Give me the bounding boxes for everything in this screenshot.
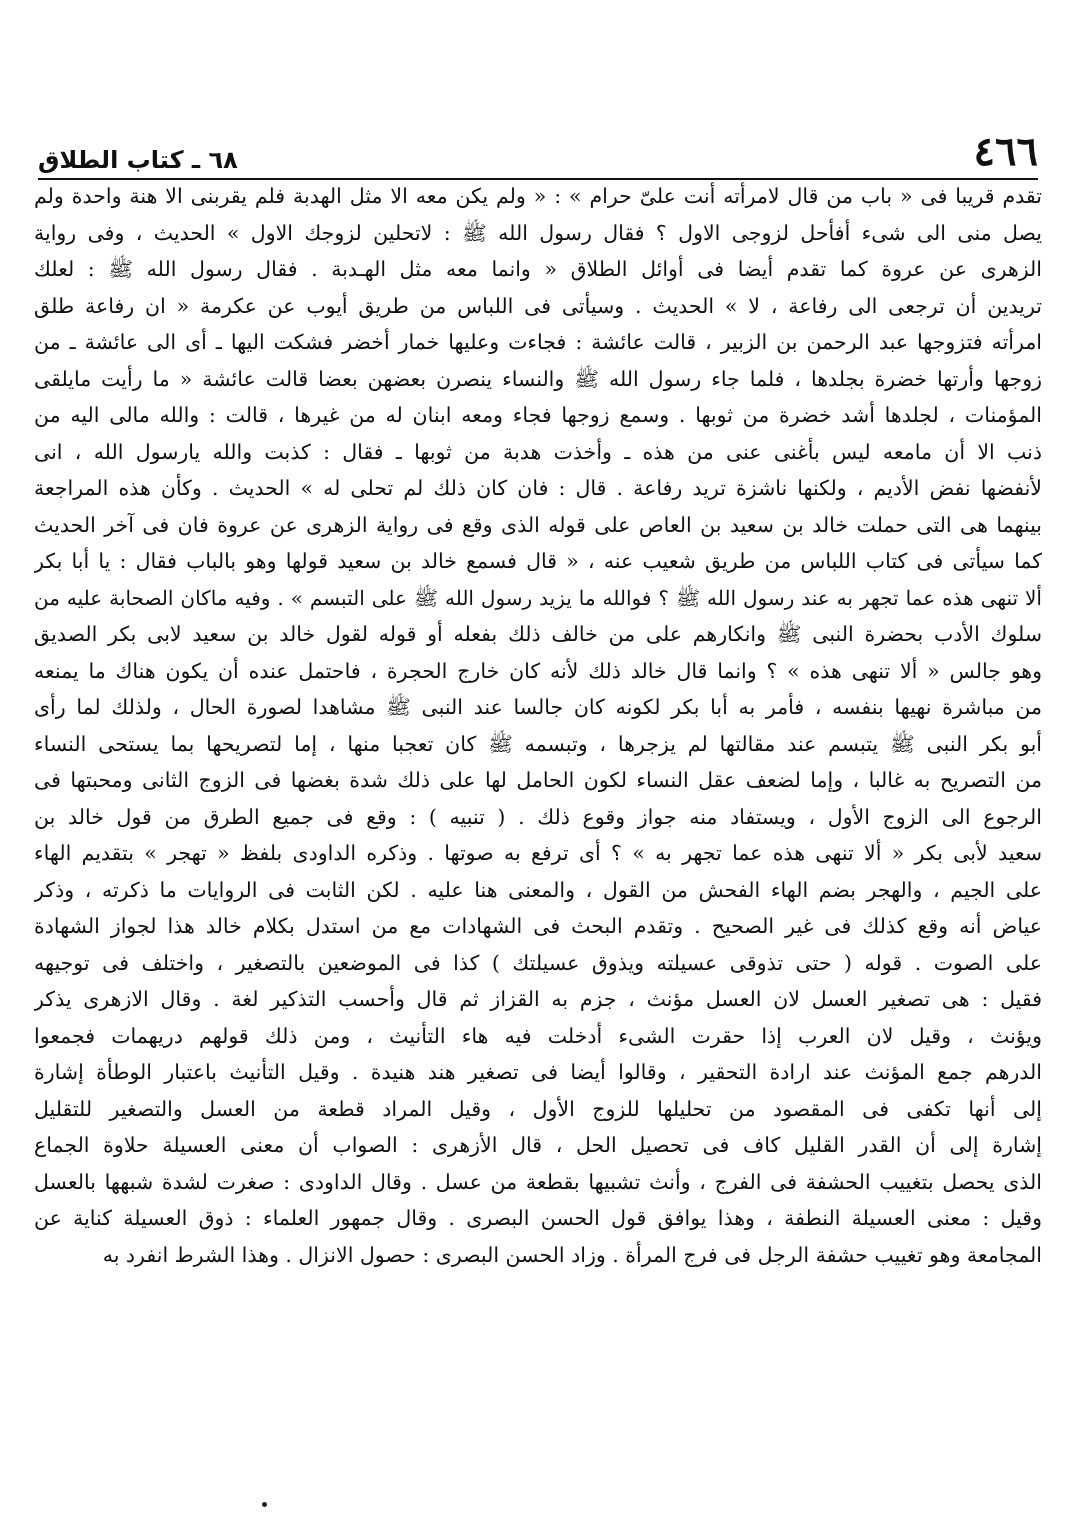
text-line: من مباشرة نهيها بنفسه ، فأمر به أبا بكر لكونه كان جالسا عند النبى ﷺ مشاهدا لصورة الحال ، ولذلك لما رأى — [34, 695, 1042, 719]
text-line: عياض أنه وقع كذلك فى غير الصحيح . وتقدم البحث فى الشهادات مع من استدل بكلام خالد هذا لجواز الشهادة — [34, 914, 1042, 938]
text-line: الرجوع الى الزوج الأول ، ويستفاد منه جواز وقوع ذلك . ( تنبيه ) : وقع فى جميع الطرق من قول خالد بن — [34, 804, 1042, 829]
text-line: تقدم قريبا فى « باب من قال لامرأته أنت علىّ حرام » : « ولم يكن معه الا مثل الهدبة فلم يقربنى الا هنة واحدة ولم — [34, 184, 1042, 208]
text-line: من التصريح به غالبا ، وإما لضعف عقل النساء لكون الحامل لها على ذلك شدة بغضها فى الزوج الثانى ومحبتها فى — [34, 768, 1042, 792]
body-text — [34, 178, 1042, 1273]
text-line: تريدين أن ترجعى الى رفاعة ، لا » الحديث . وسيأتى فى اللباس من طريق أيوب عن عكرمة « ان رفاعة طلق — [34, 293, 1042, 318]
text-line: على الجيم ، والهجر بضم الهاء الفحش من القول ، والمعنى هنا عليه . لكن الثابت فى الروايات ما ذكرته ، وذكر — [34, 877, 1042, 902]
text-line: سلوك الأدب بحضرة النبى ﷺ وانكارهم على من خالف ذلك بفعله أو قوله لقول خالد بن سعيد لابى بكر الصديق — [34, 622, 1042, 646]
text-line: لأنفضها نفض الأديم ، ولكنها ناشزة تريد رفاعة . قال : فان كان ذلك لم تحلى له » الحديث . وكأن هذه المراجعة — [34, 476, 1042, 500]
text-line: المجامعة وهو تغييب حشفة الرجل فى فرج المرأة . وزاد الحسن البصرى : حصول الانزال . وهذا الشرط انفرد به — [102, 1242, 1042, 1267]
text-line: وهو جالس « ألا تنهى هذه » ؟ وانما قال خالد ذلك لأنه كان خارج الحجرة ، فاحتمل عنده أن يكون هناك ما يمنعه — [34, 658, 1042, 683]
text-line: سعيد لأبى بكر « ألا تنهى هذه عما تجهر به » ؟ أى ترفع به صوتها . وذكره الداودى بلفظ « تهجر » بتقديم الهاء — [34, 841, 1042, 865]
text-line: إلى أنها تكفى فى المقصود من تحليلها للزوج الأول ، وقيل المراد قطعة من العسل والتصغير للتقليل — [34, 1096, 1042, 1121]
text-line: المؤمنات ، لجلدها أشد خضرة من ثوبها . وسمع زوجها فجاء ومعه ابنان له من غيرها ، قالت : والله مالى اليه من — [34, 403, 1042, 427]
text-line: على الصوت . قوله ( حتى تذوقى عسيلته ويذوق عسيلتك ) كذا فى الموضعين بالتصغير ، واختلف فى توجيهه — [34, 950, 1042, 975]
text-line: ألا تنهى هذه عما تجهر به عند رسول الله ﷺ ؟ فوالله ما يزيد رسول الله ﷺ على التبسم » . وفيه ماكان الصحابة عليه من — [34, 585, 1042, 610]
text-line: الذى يحصل بتغييب الحشفة فى الفرج ، وأنث تشبيها بقطعة من عسل . وقال الداودى : صغرت لشدة شبهها بالعسل — [34, 1169, 1042, 1194]
text-line: فقيل : هى تصغير العسل لان العسل مؤنث ، جزم به القزاز ثم قال وأحسب التذكير لغة . وقال الازهرى يذكر — [34, 987, 1042, 1011]
text-line: أبو بكر النبى ﷺ يتبسم عند مقالتها لم يزجرها ، وتبسمه ﷺ كان تعجبا منها ، إما لتصريحها بما يستحى النساء — [34, 731, 1042, 756]
text-line: زوجها وأرتها خضرة بجلدها ، فلما جاء رسول الله ﷺ والنساء ينصرن بعضهن بعضا قالت عائشة « ما رأيت مايلقى — [34, 366, 1042, 391]
text-line: ذنب الا أن مامعه ليس بأغنى عنى من هذه ـ وأخذت هدبة من ثوبها ـ فقال : كذبت والله يارسول الله ، انى — [34, 439, 1042, 464]
text-line: امرأته فتزوجها عبد الرحمن بن الزبير ، قالت عائشة : فجاءت وعليها خمار أخضر فشكت اليها ـ أى الى عائشة ـ من — [34, 330, 1042, 354]
page-header — [38, 120, 1038, 180]
page-number: ٤٦٦ — [973, 128, 1038, 175]
text-line: الدرهم جمع المؤنث عند ارادة التحقير ، وقالوا أيضا فى تصغير هند هنيدة . وقيل التأنيث باعتبار الوطأة إشارة — [34, 1060, 1042, 1084]
text-line: ويؤنث ، وقيل لان العرب إذا حقرت الشىء أدخلت فيه هاء التأنيث ، ومن ذلك قولهم دريهمات فجمعوا — [34, 1023, 1042, 1048]
text-line: بينهما هى التى حملت خالد بن سعيد بن العاص على قوله الذى وقع فى رواية الزهرى عن عروة فان فى آخر الحديث — [34, 512, 1042, 537]
text-line: يصل منى الى شىء أفأحل لزوجى الاول ؟ فقال رسول الله ﷺ : لاتحلين لزوجك الاول » الحديث ، وفى رواية — [34, 220, 1042, 245]
text-line: الزهرى عن عروة كما تقدم أيضا فى أوائل الطلاق « وانما معه مثل الهـدبة . فقال رسول الله ﷺ : لعلك — [34, 257, 1042, 281]
text-line: كما سيأتى فى كتاب اللباس من طريق شعيب عنه ، « قال فسمع خالد بن سعيد قولها وهو بالباب فقال : يا أبا بكر — [34, 549, 1042, 573]
text-line: وقيل : معنى العسيلة النطفة ، وهذا يوافق قول الحسن البصرى . وقال جمهور العلماء : ذوق العسيلة كناية عن — [34, 1206, 1042, 1230]
print-speck — [262, 1502, 267, 1507]
running-title: ٦٨ ـ كتاب الطلاق — [38, 146, 238, 174]
text-line: إشارة إلى أن القدر القليل كاف فى تحصيل الحل ، قال الأزهرى : الصواب أن معنى العسيلة حلاوة الجماع — [34, 1133, 1042, 1157]
